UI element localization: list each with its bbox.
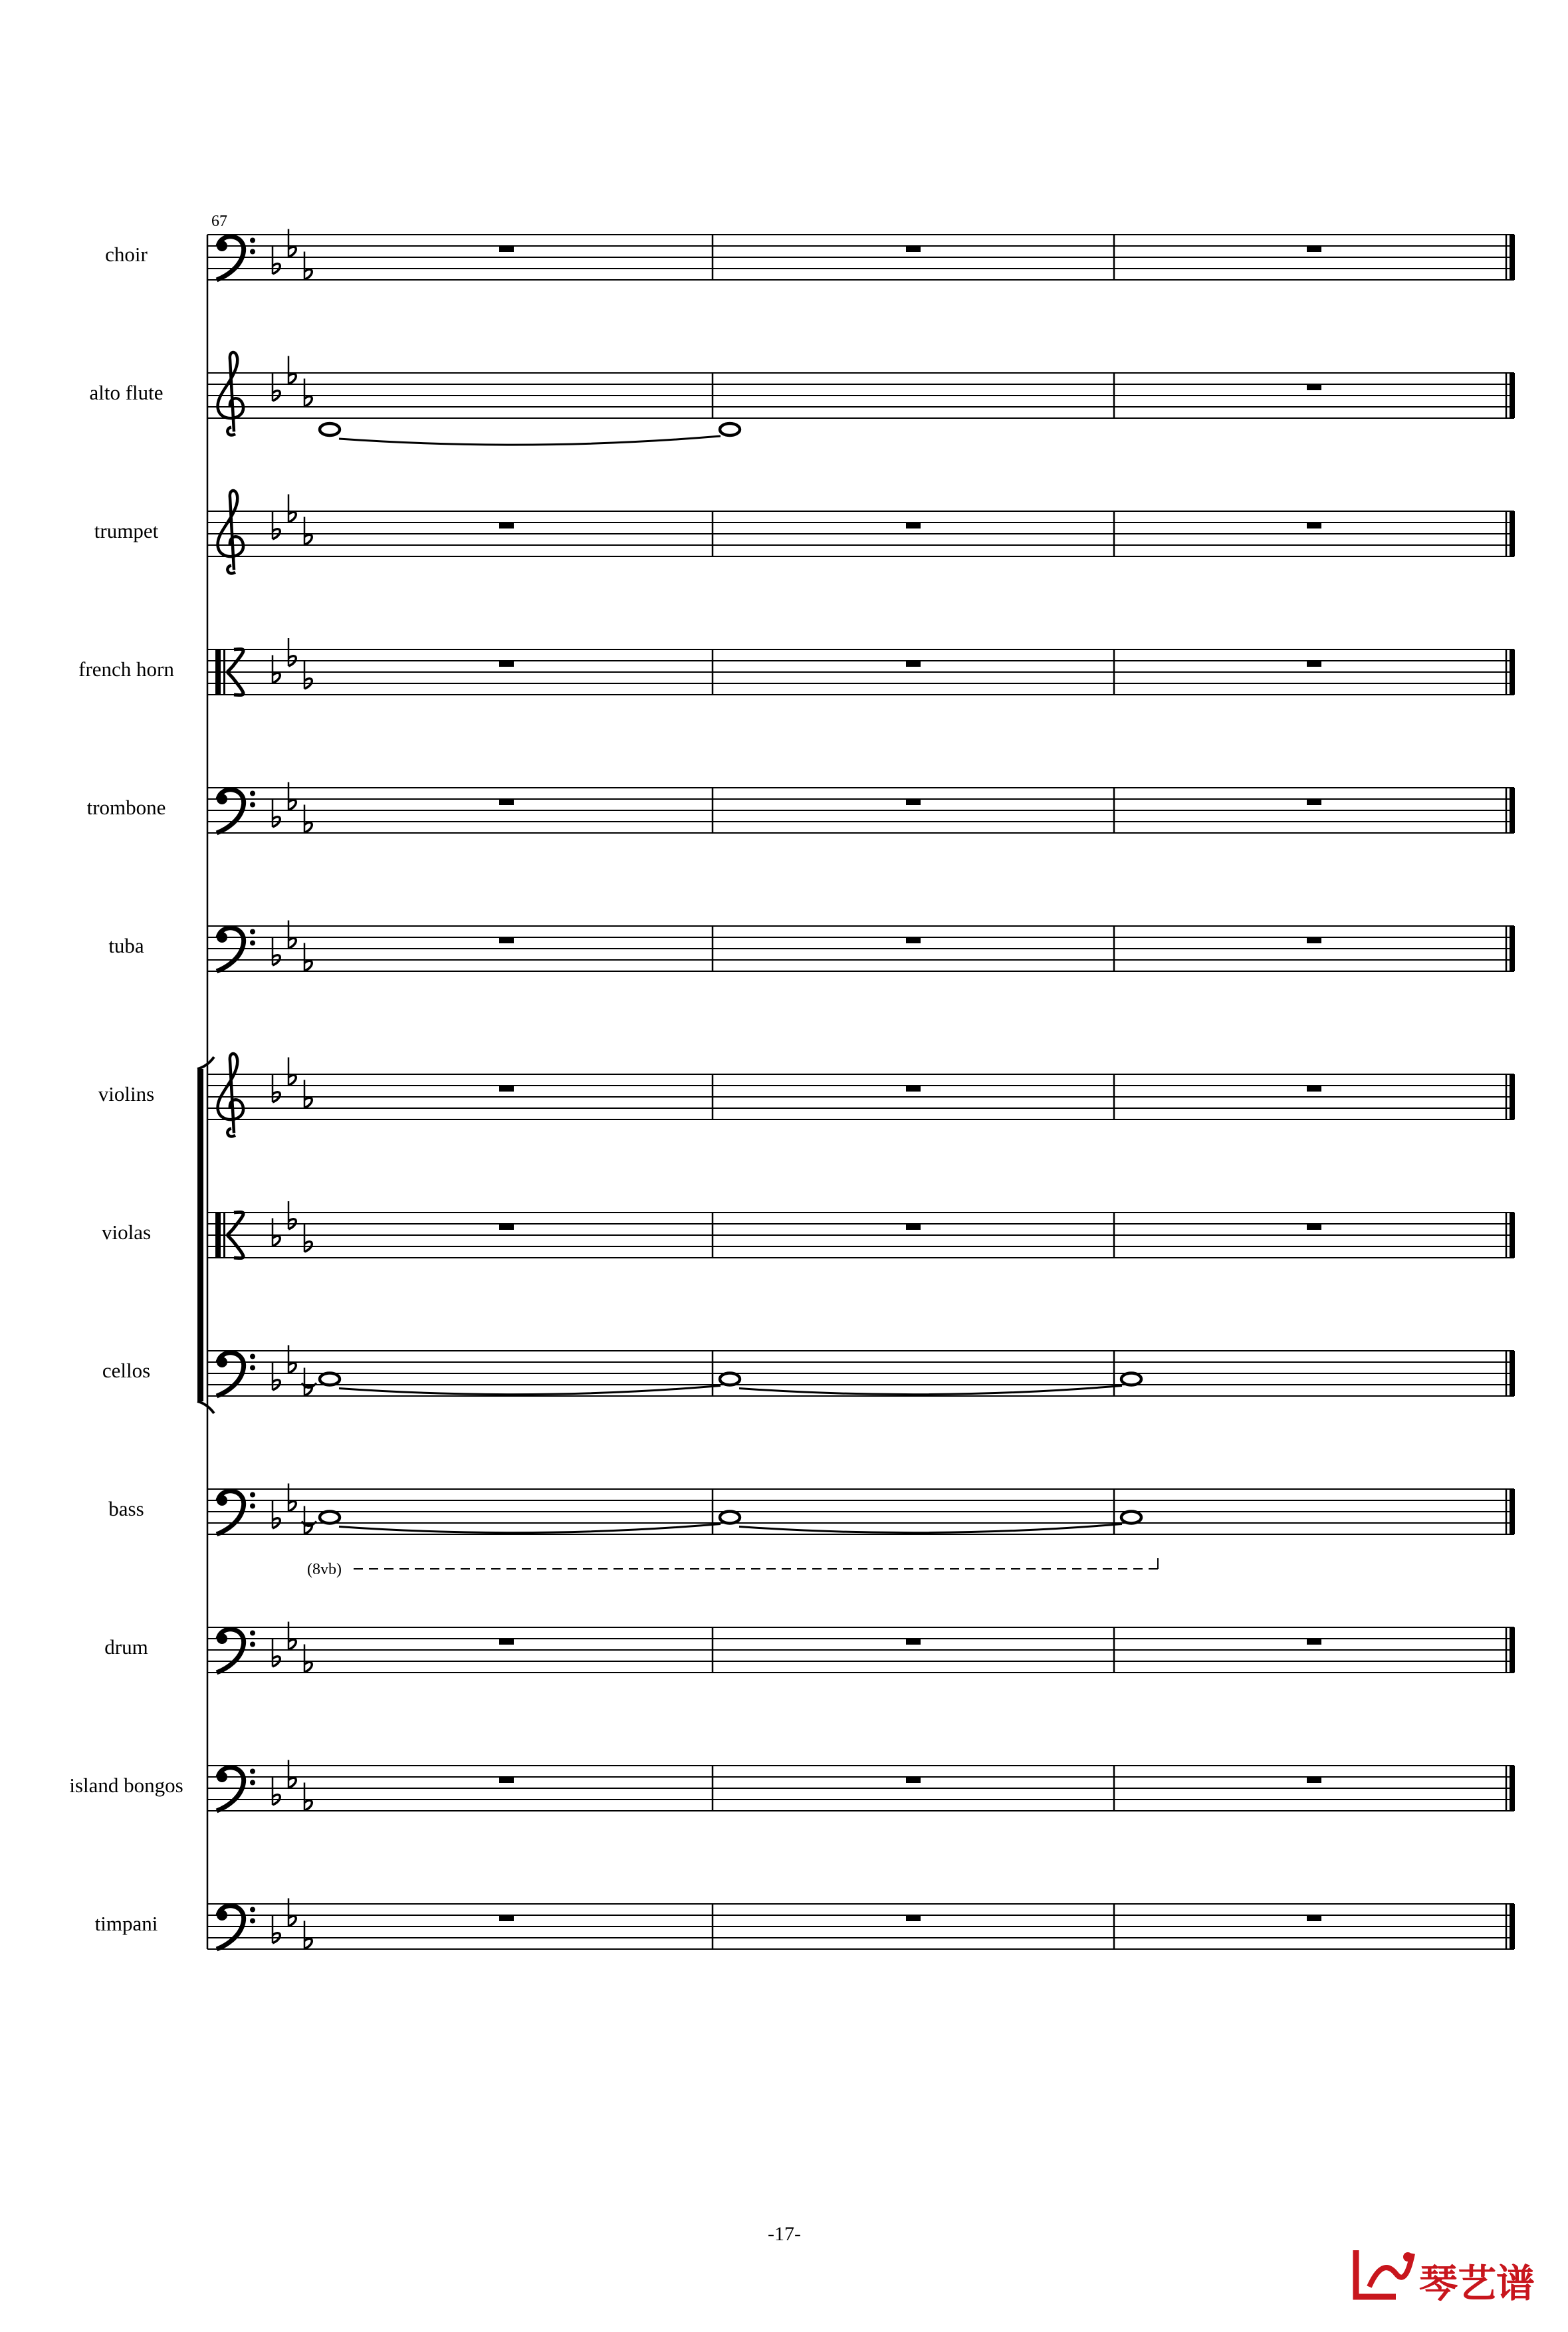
flat-icon (304, 1506, 312, 1534)
tie (339, 1386, 721, 1395)
flat-icon (304, 1368, 312, 1396)
bass-clef-icon (217, 1629, 255, 1673)
tie (739, 1524, 1122, 1533)
instrument-label: french horn (78, 657, 174, 681)
flat-icon (288, 1760, 296, 1788)
whole-rest-icon (906, 1086, 921, 1092)
treble-clef-icon (218, 1054, 244, 1137)
bass-clef-icon (217, 1768, 255, 1811)
staff (207, 1766, 1515, 1811)
flat-icon (273, 1639, 280, 1667)
staff (207, 373, 1515, 418)
flat-icon (288, 1484, 296, 1512)
bass-clef-icon (217, 1353, 255, 1396)
measure-number: 67 (211, 213, 227, 230)
whole-rest-icon (906, 937, 921, 943)
whole-rest-icon (1307, 661, 1321, 667)
flat-icon (273, 373, 280, 401)
flat-icon (288, 1058, 296, 1086)
flat-icon (273, 246, 280, 274)
instrument-label: trombone (86, 796, 166, 819)
staff (207, 788, 1515, 833)
whole-note-icon (720, 1373, 740, 1385)
whole-note-icon (1121, 1512, 1141, 1524)
flat-icon (304, 661, 312, 689)
staff (207, 235, 1515, 280)
bass-clef-icon (217, 237, 255, 280)
whole-rest-icon (1307, 937, 1321, 943)
whole-note-icon (320, 423, 340, 435)
whole-rest-icon (906, 1777, 921, 1783)
staff (207, 1489, 1515, 1534)
flat-icon (273, 1500, 280, 1528)
instrument-label: cellos (102, 1359, 151, 1382)
bass-clef-icon (217, 1906, 255, 1949)
whole-rest-icon (499, 661, 514, 667)
whole-note-icon (720, 423, 740, 435)
instrument-label: timpani (94, 1912, 158, 1935)
flat-icon (273, 511, 280, 539)
whole-rest-icon (1307, 1086, 1321, 1092)
whole-rest-icon (1307, 246, 1321, 252)
flat-icon (273, 1915, 280, 1943)
flat-icon (304, 805, 312, 833)
music-note-logo-icon (1356, 2250, 1412, 2297)
flat-icon (273, 1362, 280, 1390)
instrument-label: trumpet (94, 519, 159, 542)
flat-icon (273, 655, 280, 683)
whole-rest-icon (1307, 1639, 1321, 1645)
instrument-label: drum (104, 1635, 148, 1659)
staff (207, 1074, 1515, 1119)
staff (207, 511, 1515, 556)
flat-icon (288, 229, 296, 257)
whole-rest-icon (1307, 523, 1321, 528)
whole-rest-icon (906, 1224, 921, 1230)
whole-rest-icon (906, 799, 921, 805)
flat-icon (304, 1645, 312, 1673)
flat-icon (288, 495, 296, 523)
tie (339, 1524, 721, 1533)
whole-rest-icon (906, 1915, 921, 1921)
staff (207, 1351, 1515, 1396)
flat-icon (288, 1201, 296, 1229)
whole-note-icon (320, 1512, 340, 1524)
bass-clef-icon (217, 1491, 255, 1534)
flat-icon (304, 379, 312, 407)
whole-rest-icon (1307, 1777, 1321, 1783)
flat-icon (304, 1224, 312, 1252)
flat-icon (288, 921, 296, 949)
flat-icon (288, 638, 296, 666)
instrument-label: island bongos (69, 1774, 183, 1797)
staff (207, 926, 1515, 971)
treble-clef-icon (218, 352, 244, 435)
flat-icon (304, 252, 312, 280)
flat-icon (304, 1783, 312, 1811)
whole-rest-icon (499, 1777, 514, 1783)
whole-rest-icon (906, 523, 921, 528)
flat-icon (273, 937, 280, 965)
whole-rest-icon (906, 1639, 921, 1645)
flat-icon (288, 356, 296, 384)
flat-icon (288, 782, 296, 810)
watermark-logo-text: 琴艺谱 (1419, 2261, 1535, 2306)
whole-note-icon (1121, 1373, 1141, 1385)
instrument-label: violins (98, 1082, 155, 1106)
ottava-label: (8vb) (307, 1561, 342, 1578)
tie (739, 1386, 1122, 1395)
flat-icon (288, 1899, 296, 1926)
whole-rest-icon (1307, 384, 1321, 390)
whole-rest-icon (906, 661, 921, 667)
flat-icon (288, 1345, 296, 1373)
flat-icon (273, 1219, 280, 1246)
tie (339, 436, 721, 445)
flat-icon (273, 1777, 280, 1805)
whole-rest-icon (499, 1915, 514, 1921)
whole-rest-icon (499, 1086, 514, 1092)
staff (207, 1627, 1515, 1673)
whole-rest-icon (906, 246, 921, 252)
page-number: -17- (768, 2223, 801, 2245)
whole-rest-icon (499, 937, 514, 943)
instrument-label: violas (101, 1221, 152, 1244)
whole-rest-icon (1307, 1224, 1321, 1230)
flat-icon (304, 943, 312, 971)
whole-rest-icon (1307, 799, 1321, 805)
whole-rest-icon (499, 246, 514, 252)
staff (207, 1904, 1515, 1949)
whole-rest-icon (499, 523, 514, 528)
instrument-label: alto flute (89, 381, 164, 404)
whole-rest-icon (499, 1639, 514, 1645)
whole-rest-icon (499, 1224, 514, 1230)
flat-icon (273, 1074, 280, 1102)
flat-icon (304, 1080, 312, 1108)
staff (207, 649, 1515, 695)
instrument-label: bass (108, 1497, 144, 1520)
instrument-label: choir (105, 243, 148, 266)
whole-note-icon (320, 1373, 340, 1385)
bass-clef-icon (217, 928, 255, 971)
flat-icon (304, 1921, 312, 1949)
bass-clef-icon (217, 790, 255, 833)
flat-icon (288, 1622, 296, 1650)
whole-rest-icon (499, 799, 514, 805)
flat-icon (304, 517, 312, 545)
staff (207, 1213, 1515, 1258)
instrument-label: tuba (108, 934, 144, 957)
whole-rest-icon (1307, 1915, 1321, 1921)
treble-clef-icon (218, 491, 244, 574)
flat-icon (273, 799, 280, 827)
whole-note-icon (720, 1512, 740, 1524)
